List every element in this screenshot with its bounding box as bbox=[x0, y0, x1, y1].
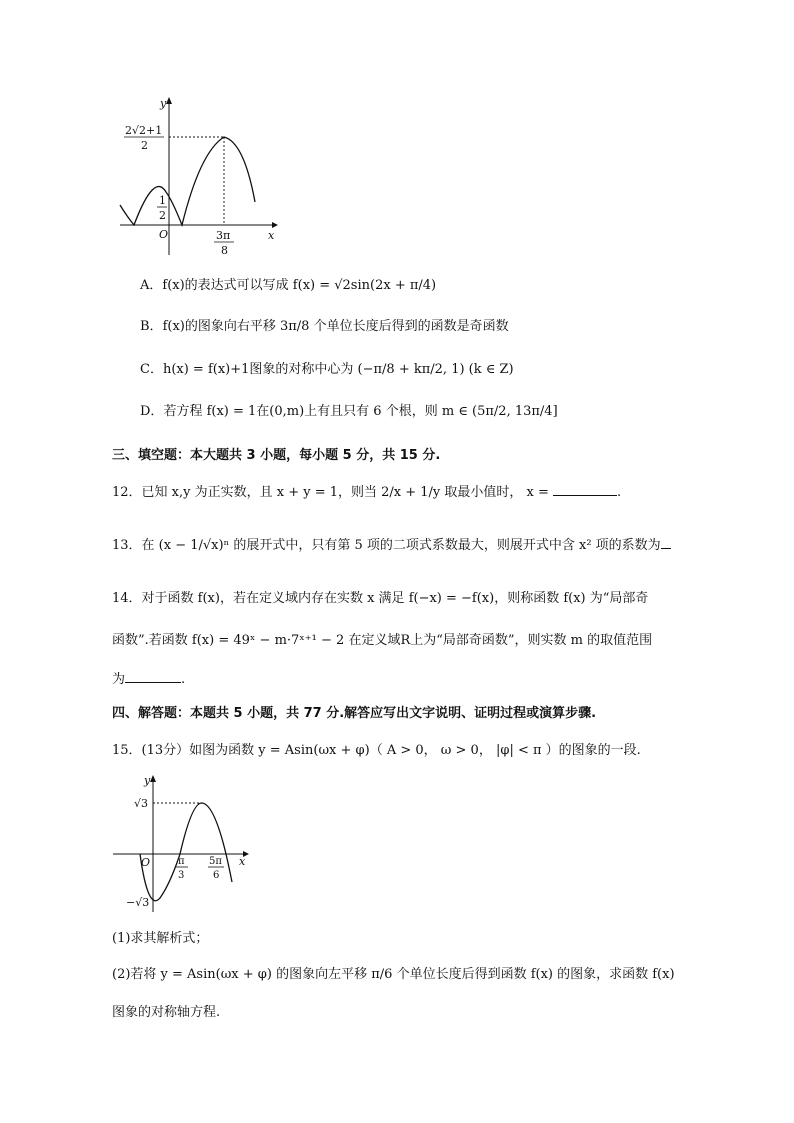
graph-1 bbox=[110, 92, 290, 260]
question-15-part-1: (1)求其解析式； bbox=[112, 931, 209, 946]
graph-2 bbox=[108, 772, 258, 917]
graph-2-tick2-den: 6 bbox=[213, 870, 220, 881]
graph-2-curve bbox=[140, 803, 232, 901]
option-b-text: f(x)的图象向右平移 3π/8 个单位长度后得到的函数是奇函数 bbox=[162, 319, 509, 334]
question-14-line-3-text: 为 bbox=[112, 672, 126, 687]
graph-2-tick2-num: 5π bbox=[209, 856, 222, 867]
option-d-label: D． bbox=[140, 404, 164, 419]
option-c bbox=[140, 361, 514, 379]
question-12-text: 12．已知 x,y 为正实数，且 x + y = 1，则当 2/x + 1/y 取最小值时， x = bbox=[112, 485, 549, 500]
option-a bbox=[140, 277, 436, 295]
graph-1-max-num: 2√2+1 bbox=[125, 124, 163, 137]
graph-1-max-den: 2 bbox=[141, 139, 148, 152]
graph-2-origin: O bbox=[141, 856, 151, 869]
question-13 bbox=[112, 536, 671, 555]
question-14-line-3: 为 . bbox=[112, 672, 186, 687]
graph-1-tick-num: 3π bbox=[216, 229, 231, 242]
graph-2-min-label: −√3 bbox=[126, 896, 150, 909]
graph-2-y-arrow bbox=[150, 775, 156, 782]
option-d-text: 若方程 f(x) = 1在(0,m)上有且只有 6 个根，则 m ∈ (5π/2, 13π/4] bbox=[163, 404, 558, 419]
graph-1-y-label: y bbox=[160, 97, 167, 110]
graph-2-max-label: √3 bbox=[134, 797, 149, 810]
option-a-label: A． bbox=[140, 278, 163, 293]
question-14-line-1: 14．对于函数 f(x)，若在定义域内存在实数 x 满足 f(−x) = −f(x)，则称函数 f(x) 为“局部奇 bbox=[112, 591, 649, 606]
option-b bbox=[140, 318, 509, 336]
option-d bbox=[140, 403, 558, 421]
graph-2-tick1-num: π bbox=[178, 856, 185, 867]
section-3-heading: 三、填空题：本大题共 3 小题，每小题 5 分，共 15 分. bbox=[112, 448, 441, 463]
question-13-text: 13．在 (x − 1/√x)ⁿ 的展开式中，只有第 5 项的二项式系数最大，则展开式中含 x² 项的系数为 bbox=[112, 538, 661, 553]
section-4-heading: 四、解答题：本题共 5 小题，共 77 分.解答应写出文字说明、证明过程或演算步骤. bbox=[112, 706, 597, 721]
question-15: 15．(13分）如图为函数 y = Asin(ωx + φ)（ A > 0， ω > 0， |φ| < π ）的图象的一段. bbox=[112, 743, 641, 758]
graph-1-y-arrow bbox=[166, 97, 172, 104]
graph-1-half-num: 1 bbox=[159, 194, 166, 207]
question-15-part-2: (2)若将 y = Asin(ωx + φ) 的图象向左平移 π/6 个单位长度后得到函数 f(x) 的图象，求函数 f(x) bbox=[112, 967, 675, 982]
option-c-label: C． bbox=[140, 362, 163, 377]
graph-2-x-label: x bbox=[239, 855, 246, 868]
question-12-blank[interactable] bbox=[553, 483, 617, 496]
graph-1-half-den: 2 bbox=[159, 209, 166, 222]
graph-1-x-arrow bbox=[272, 222, 278, 228]
question-14-line-2: 函数”.若函数 f(x) = 49ˣ − m·7ˣ⁺¹ − 2 在定义域R上为“局部奇函数”，则实数 m 的取值范围 bbox=[112, 633, 653, 648]
question-14-blank[interactable] bbox=[125, 670, 181, 683]
question-13-blank[interactable] bbox=[661, 536, 671, 549]
question-15-part-2b: 图象的对称轴方程. bbox=[112, 1005, 221, 1020]
option-b-label: B． bbox=[140, 319, 163, 334]
graph-2-y-label: y bbox=[144, 774, 151, 787]
graph-2-tick1-den: 3 bbox=[178, 870, 185, 881]
graph-1-x-label: x bbox=[268, 229, 275, 242]
option-c-text: h(x) = f(x)+1图象的对称中心为 (−π/8 + kπ/2, 1) (k ∈ Z) bbox=[162, 362, 514, 377]
graph-1-tick-den: 8 bbox=[221, 244, 228, 257]
question-12: 12．已知 x,y 为正实数，且 x + y = 1，则当 2/x + 1/y 取最小值时， x = . bbox=[112, 485, 622, 500]
graph-1-origin: O bbox=[159, 228, 169, 241]
option-a-text: f(x)的表达式可以写成 f(x) = √2sin(2x + π/4) bbox=[162, 278, 437, 293]
